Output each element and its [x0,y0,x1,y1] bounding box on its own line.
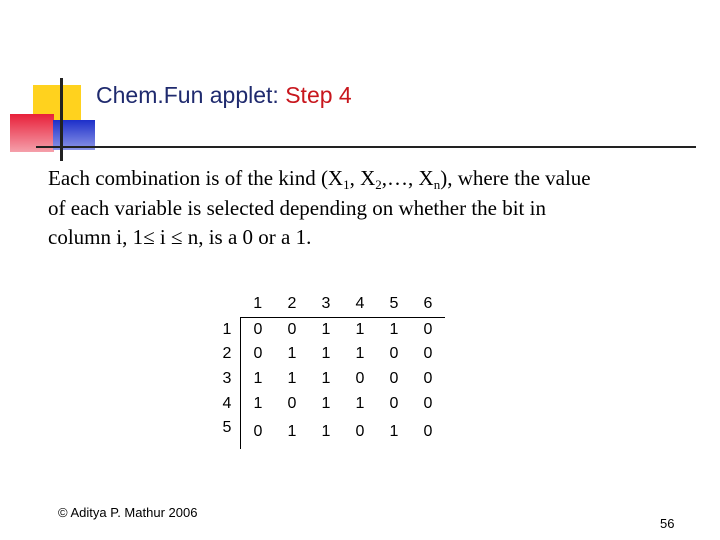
table-cell: 0 [423,370,433,388]
table-row [214,391,445,416]
row-header: 1 [214,317,241,342]
table-cell: 1 [287,370,297,388]
table-cell: 0 [423,394,433,412]
table-cell: 1 [253,394,263,412]
column-header: 3 [309,292,343,317]
slide-title-highlight: Step 4 [285,82,352,108]
table-cell: 0 [423,345,433,363]
line1-part-d: ), where the value [440,166,591,190]
row-header: 3 [214,367,241,392]
row-header: 2 [214,342,241,367]
column-header: 1 [241,292,276,317]
table-cell: 0 [389,370,399,388]
column-header: 6 [411,292,445,317]
table-cell: 1 [389,320,399,338]
bit-table [214,292,445,449]
table-row [214,317,445,342]
table-cell: 1 [321,320,331,338]
table-row [214,367,445,392]
table-cell: 0 [253,345,263,363]
subscript-1: 1 [343,177,350,192]
table-cell: 0 [253,320,263,338]
line1-part-c: ,…, X [381,166,434,190]
table-cell: 0 [287,320,297,338]
copyright-footer: © Aditya P. Mathur 2006 [58,505,198,520]
line1-part-b: , X [349,166,376,190]
table-header-row [214,292,445,317]
table-cell: 1 [253,370,263,388]
table-row [214,342,445,367]
table-cell: 0 [389,394,399,412]
table-cell: 0 [355,423,365,441]
paragraph-line-3: column i, 1≤ i ≤ n, is a 0 or a 1. [48,225,312,249]
table-cell: 0 [423,423,433,441]
table-cell: 0 [389,345,399,363]
paragraph-line-1 [48,164,698,194]
table-cell: 1 [355,345,365,363]
table-cell: 0 [423,320,433,338]
column-header: 2 [275,292,309,317]
table-row [214,416,445,449]
table-cell: 1 [321,370,331,388]
title-underline [36,146,696,148]
table-cell: 0 [253,423,263,441]
table-cell: 1 [389,423,399,441]
table-cell: 1 [355,394,365,412]
table-cell: 1 [355,320,365,338]
table-cell: 1 [321,423,331,441]
page-number: 56 [660,516,675,531]
table-corner [214,292,241,317]
column-header: 5 [377,292,411,317]
table-cell: 1 [321,394,331,412]
table-cell: 1 [287,345,297,363]
body-paragraph [48,164,698,253]
subscript-n: n [433,177,441,192]
slide-title [96,82,352,109]
table-cell: 0 [355,370,365,388]
table-cell: 1 [287,423,297,441]
table-cell: 1 [321,345,331,363]
column-header: 4 [343,292,377,317]
subscript-2: 2 [375,177,382,192]
line1-part-a: Each combination is of the kind (X [48,166,344,190]
row-header: 5 [214,416,241,449]
row-header: 4 [214,391,241,416]
table-cell: 0 [287,394,297,412]
paragraph-line-2: of each variable is selected depending on whether the bit in [48,195,546,220]
logo-vertical-line [60,78,63,161]
slide-title-main: Chem.Fun applet: [96,82,286,108]
